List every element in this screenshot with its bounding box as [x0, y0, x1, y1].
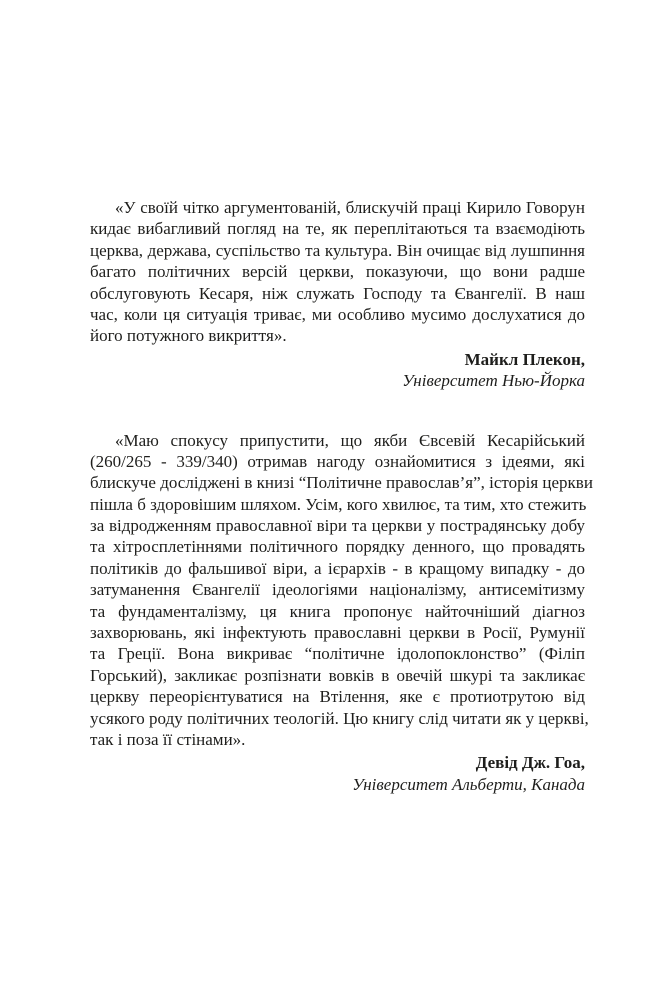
- quote-line: затуманення Євангелії ідеологіями націоналізму, антисемітизму: [90, 580, 585, 600]
- quote-line: «Маю спокусу припустити, що якби Євсевій Кесарійський: [115, 430, 585, 450]
- quote-line: захворювань, які інфектують православні церкви в Росії, Румунії: [90, 623, 585, 643]
- quote-line: за відродженням православної віри та церкви у пострадянську добу: [90, 516, 585, 536]
- attribution-name: Девід Дж. Гоа,: [475, 753, 585, 773]
- endorsement-quote-2: [90, 430, 593, 796]
- quote-line: блискуче досліджені в книзі “Політичне православ’я”, історія церкви: [90, 473, 593, 493]
- quote-line: та Греції. Вона викриває “політичне ідолопоклонство” (Філіп: [90, 644, 585, 664]
- attribution-affiliation: Університет Альберти, Канада: [352, 774, 585, 794]
- text-column: [90, 197, 593, 795]
- attribution-1: [90, 349, 585, 392]
- attribution-affiliation: Університет Нью-Йорка: [402, 371, 585, 391]
- quote-line: так і поза її стінами».: [90, 729, 246, 749]
- quote-line: політиків до фальшивої віри, а ієрархів - в кращому випадку - до: [90, 558, 585, 578]
- quote-line: кидає вибагливий погляд на те, як переплітаються та взаємодіють: [90, 219, 585, 239]
- quote-line: церкву переорієнтуватися на Втілення, яке є протиотрутою від: [90, 687, 585, 707]
- quote-line: (260/265 - 339/340) отримав нагоду ознайомитися з ідеями, які: [90, 451, 585, 471]
- attribution-name: Майкл Плекон,: [464, 349, 585, 369]
- quote-line: Горський), закликає розпізнати вовків в овечій шкурі та закликає: [90, 665, 585, 685]
- quote-line: усякого роду політичних теологій. Цю книгу слід читати як у церкві,: [90, 708, 589, 728]
- endorsement-quote-1: [90, 197, 585, 392]
- quote-line: «У своїй чітко аргументованій, блискучій праці Кирило Говорун: [115, 198, 585, 217]
- quote-line: обслуговують Кесаря, ніж служать Господу та Євангелії. В наш: [90, 283, 585, 303]
- quote-line: церква, держава, суспільство та культура. Він очищає від лушпиння: [90, 240, 585, 260]
- quote-line: багато політичних версій церкви, показуючи, що вони радше: [90, 262, 585, 282]
- quote-line: пішла б здоровішим шляхом. Усім, кого хвилює, та тим, хто стежить: [90, 494, 587, 514]
- attribution-2: [90, 752, 585, 795]
- quote-line: час, коли ця ситуація триває, ми особливо мусимо дослухатися до: [90, 304, 585, 324]
- quote-line: та хітросплетіннями політичного порядку денного, що провадять: [90, 537, 585, 557]
- quote-line: та фундаменталізму, ця книга пропонує найточніший діагноз: [90, 601, 585, 621]
- quote-line: його потужного викриття».: [90, 326, 287, 346]
